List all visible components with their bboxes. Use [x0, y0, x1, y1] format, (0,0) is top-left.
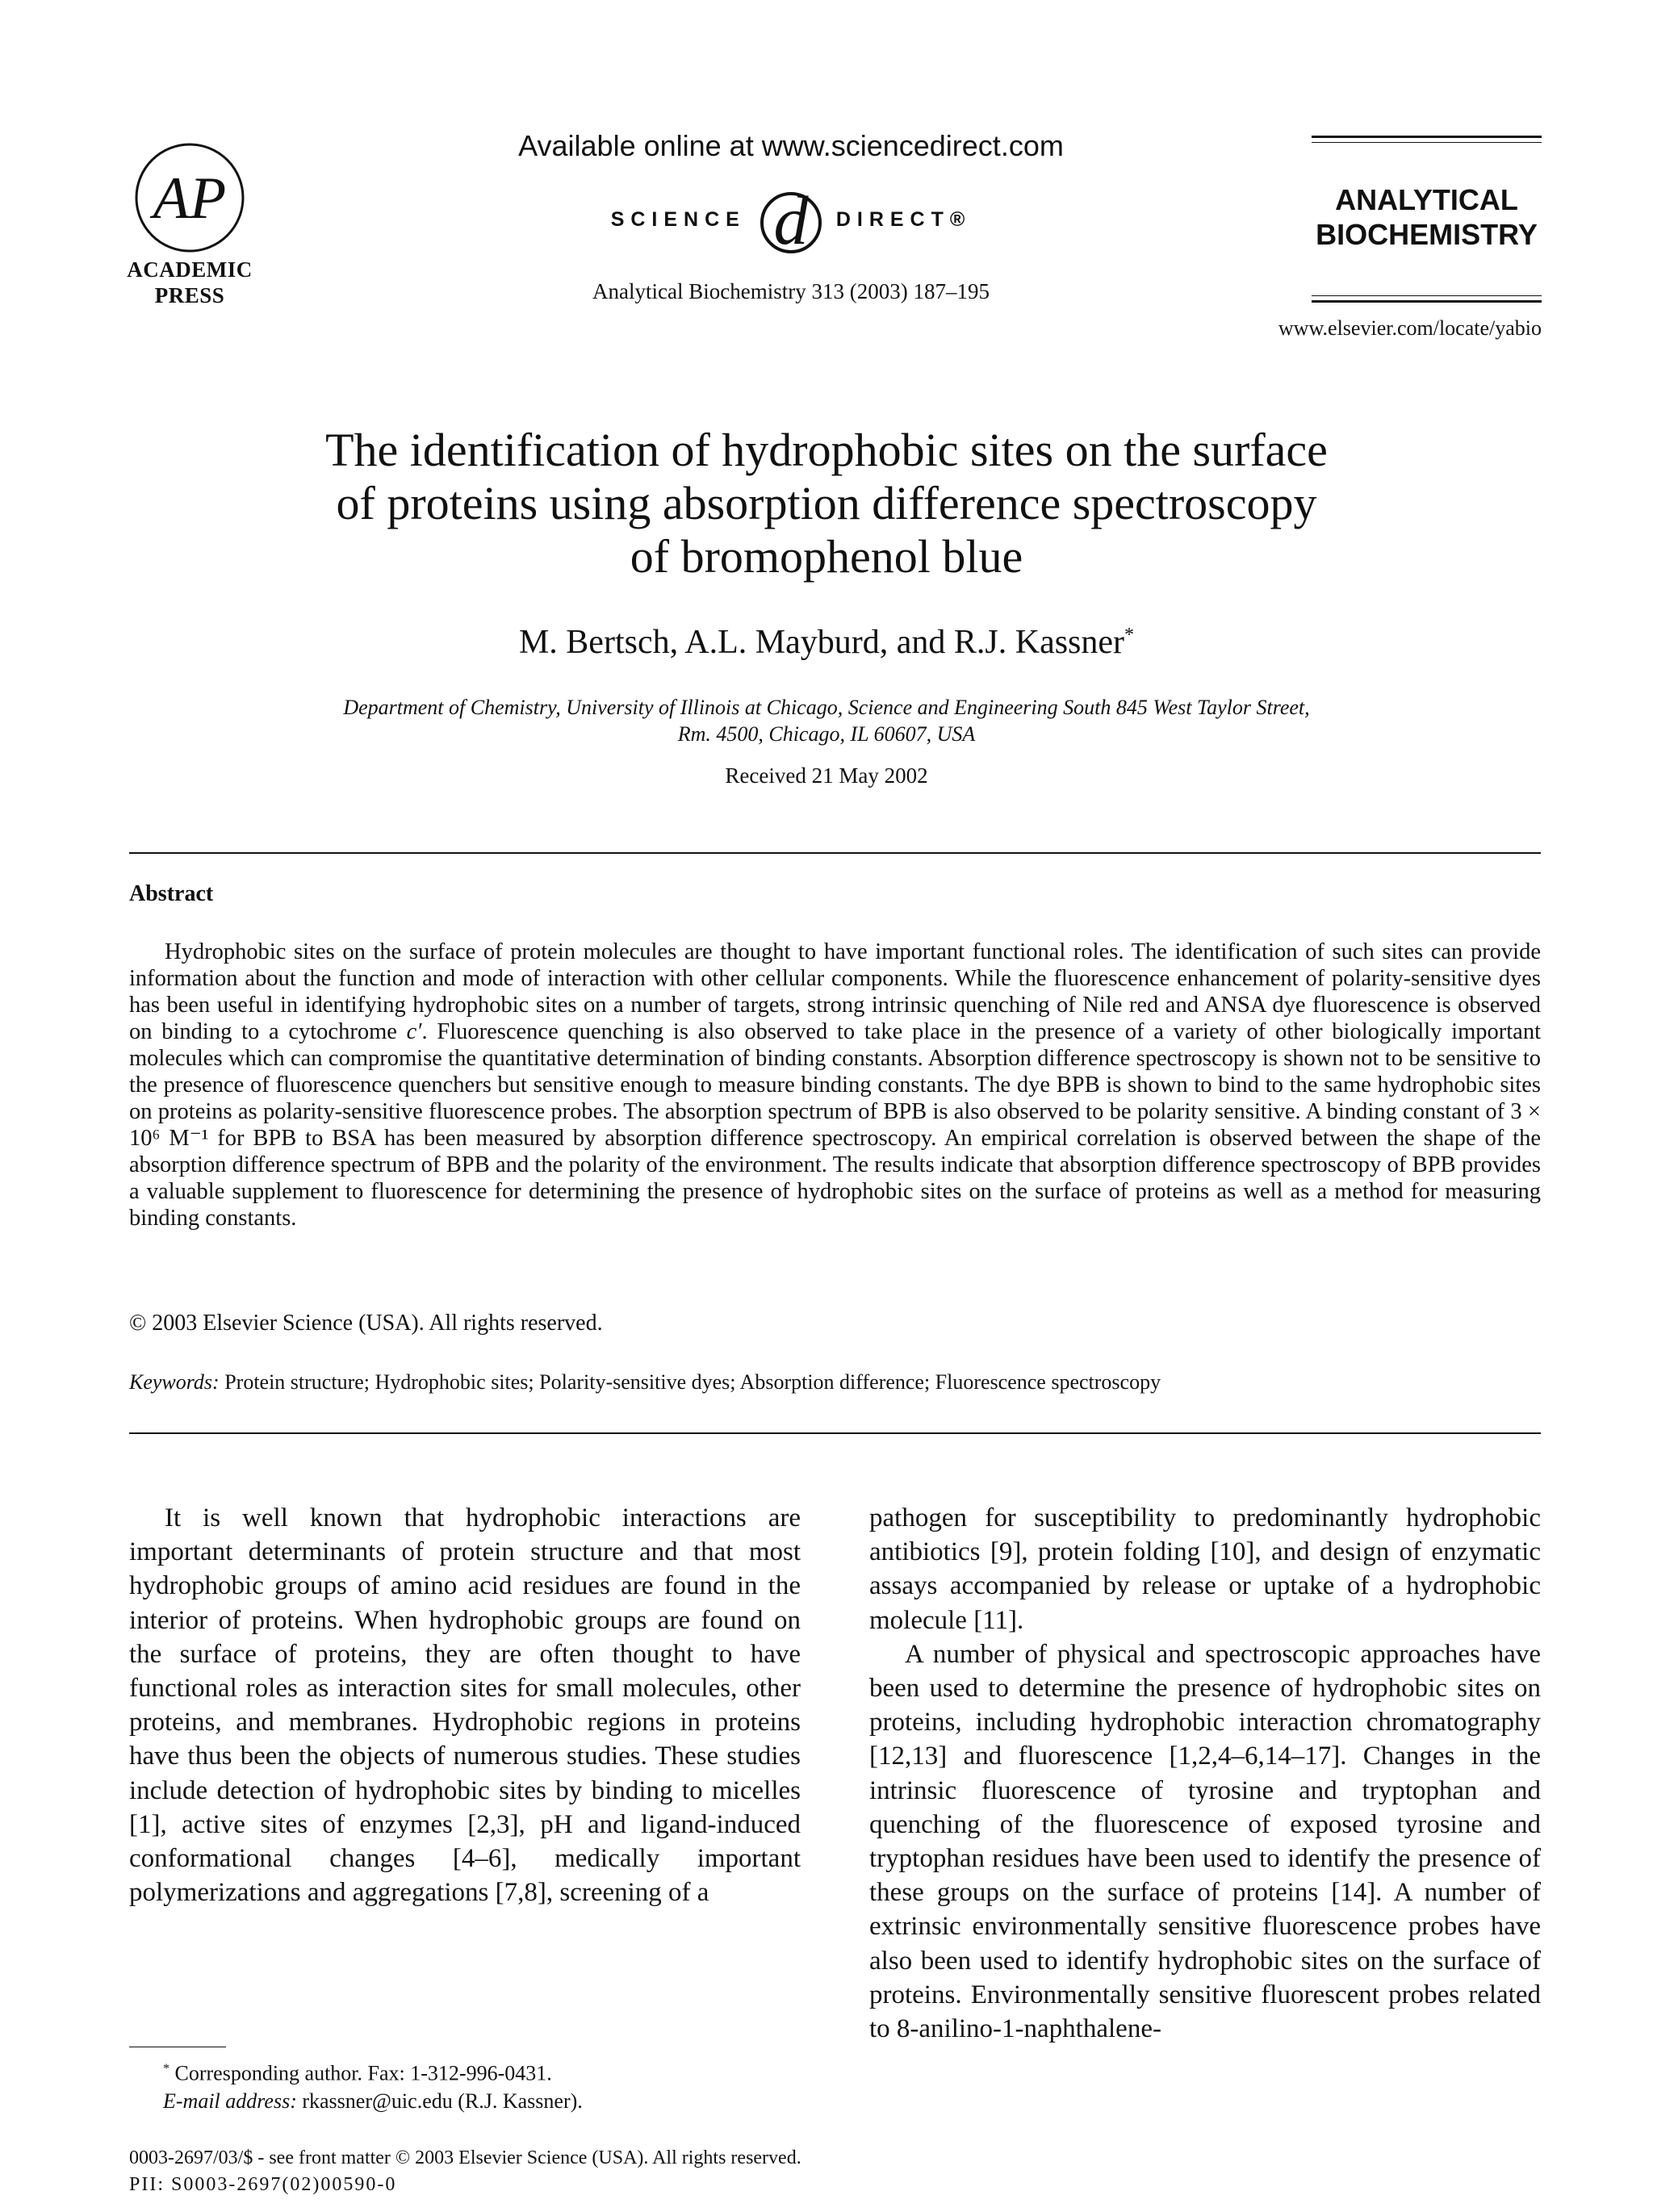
body-paragraph: It is well known that hydrophobic interactions are important determinants of protein structure and that most hydrophobic groups of amino acid residues are found in the interior of proteins. When hydrophobic groups are found on the surface of proteins, they are often thought to have functional roles as interaction sites for small molecules, other proteins, and membranes. Hydrophobic regions in proteins have thus been the objects of numerous studies. These studies include detection of hydrophobic sites by binding to micelles [1], active sites of enzymes [2,3], pH and ligand-induced conformational changes [4–6], medically important polymerizations and aggregations [7,8], screening of a — [129, 1503, 801, 1908]
footnote — [129, 2055, 801, 2115]
available-online: Available online at www.sciencedirect.com — [518, 129, 1064, 162]
publisher-name-line1: ACADEMIC — [127, 257, 253, 282]
body-paragraph: pathogen for susceptibility to predominantly hydrophobic antibiotics [9], protein folding [10], and design of enzymatic assays accompanied by release or uptake of a hydrophobic molecule [11]. — [869, 1503, 1541, 1635]
body-column-left — [129, 1501, 801, 1909]
journal-rule-bottom-thin — [1312, 295, 1542, 296]
cytochrome-symbol: c′ — [406, 1019, 422, 1044]
front-matter — [129, 2145, 801, 2198]
received-date: Received 21 May 2002 — [725, 763, 928, 788]
title-line2: of proteins using absorption difference spectroscopy — [336, 477, 1317, 529]
journal-url[interactable]: www.elsevier.com/locate/yabio — [1278, 316, 1542, 340]
abstract-text — [129, 939, 1541, 1231]
email-link[interactable]: rkassner@uic.edu — [302, 2089, 453, 2113]
email-label: E-mail address: — [163, 2089, 297, 2113]
binding-constant: 3 × 10⁶ M⁻¹ — [129, 1099, 1541, 1151]
corresponding-author: Corresponding author. Fax: 1-312-996-0431. — [174, 2061, 552, 2085]
journal-name-line1: ANALYTICAL — [1335, 183, 1518, 216]
keywords-list: Protein structure; Hydrophobic sites; Polarity-sensitive dyes; Absorption difference; Fluorescence spectroscopy — [224, 1370, 1161, 1394]
abstract-copyright: © 2003 Elsevier Science (USA). All rights reserved. — [129, 1311, 603, 1336]
rule-above-abstract — [129, 852, 1541, 854]
article-title — [161, 424, 1492, 583]
publisher-name — [121, 257, 258, 308]
corresponding-mark: * — [1124, 625, 1135, 646]
body-column-right — [869, 1501, 1541, 2046]
logo-letters: AP — [153, 165, 227, 232]
journal-rule-top-thin — [1312, 142, 1542, 143]
academic-press-logo — [133, 141, 246, 254]
body-paragraph: A number of physical and spectroscopic approaches have been used to determine the presence of hydrophobic sites on proteins, including hydrophobic interaction chromatography [12,13] and fluorescence [1,2,4–6,14–17]. Changes in the intrinsic fluorescence of tyrosine and tryptophan and quenching of the fluorescence of exposed tyrosine and tryptophan residues have been used to identify the presence of these groups on the surface of proteins [14]. A number of extrinsic environmentally sensitive fluorescence probes have also been used to identify hydrophobic sites on the surface of proteins. Environmentally sensitive fluorescent probes related to 8-anilino-1-naphthalene- — [869, 1639, 1541, 2044]
authors — [161, 623, 1492, 662]
sd-mark-letter: d — [773, 182, 809, 258]
keywords-label: Keywords: — [129, 1370, 220, 1394]
pii: PII: S0003-2697(02)00590-0 — [129, 2174, 397, 2195]
email-owner: (R.J. Kassner). — [458, 2089, 583, 2113]
journal-rule-top-thick — [1312, 136, 1542, 138]
publisher-name-line2: PRESS — [154, 283, 225, 307]
title-line1: The identification of hydrophobic sites on the surface — [325, 424, 1328, 476]
sciencedirect-at-icon — [752, 181, 830, 258]
author-list: M. Bertsch, A.L. Mayburd, and R.J. Kassner — [518, 624, 1125, 661]
abstract-part2: . Fluorescence quenching is also observed to take place in the presence of a variety of other biologically important molecules which can compromise the quantitative determination of binding constants. Absorption difference spectroscopy is shown not to be sensitive to the presence of fluorescence quenchers but sensitive enough to measure binding constants. The dye BPB is shown to bind to the same hydrophobic sites on proteins as polarity-sensitive fluorescence probes. The absorption spectrum of BPB is also observed to be polarity sensitive. A binding constant of — [129, 1019, 1541, 1124]
journal-rule-bottom-thick — [1312, 300, 1542, 303]
title-line3: of bromophenol blue — [630, 530, 1023, 583]
sd-direct: DIRECT® — [835, 207, 972, 231]
rule-below-abstract — [129, 1432, 1541, 1434]
affiliation — [161, 694, 1492, 747]
journal-name — [1312, 182, 1542, 252]
affiliation-line1: Department of Chemistry, University of Illinois at Chicago, Science and Engineering South 845 West Taylor Street, — [343, 696, 1310, 719]
affiliation-line2: Rm. 4500, Chicago, IL 60607, USA — [677, 722, 976, 746]
sd-science: SCIENCE — [610, 207, 746, 231]
sciencedirect-logo — [484, 179, 1098, 260]
journal-reference: Analytical Biochemistry 313 (2003) 187–195 — [592, 279, 990, 303]
keywords — [129, 1370, 1541, 1395]
front-matter-line: 0003-2697/03/$ - see front matter © 2003 Elsevier Science (USA). All rights reserved. — [129, 2147, 801, 2168]
footnote-mark: * — [163, 2062, 169, 2076]
abstract-heading: Abstract — [129, 881, 214, 906]
journal-name-line2: BIOCHEMISTRY — [1316, 218, 1538, 251]
abstract-part1: Hydrophobic sites on the surface of protein molecules are thought to have important functional roles. The identification of such sites can provide information about the function and mode of interaction with other cellular components. While the fluorescence enhancement of polarity-sensitive dyes has been useful in identifying hydrophobic sites on a number of targets, strong intrinsic quenching of Nile red and ANSA dye fluorescence is observed on binding to a cytochrome — [129, 939, 1541, 1044]
abstract-part3: for BPB to BSA has been measured by absorption difference spectroscopy. An empirical correlation is observed between the shape of the absorption difference spectrum of BPB and the polarity of the environment. The results indicate that absorption difference spectroscopy of BPB provides a valuable supplement to fluorescence for determining the presence of hydrophobic sites on the surface of proteins as well as a method for measuring binding constants. — [129, 1126, 1541, 1231]
